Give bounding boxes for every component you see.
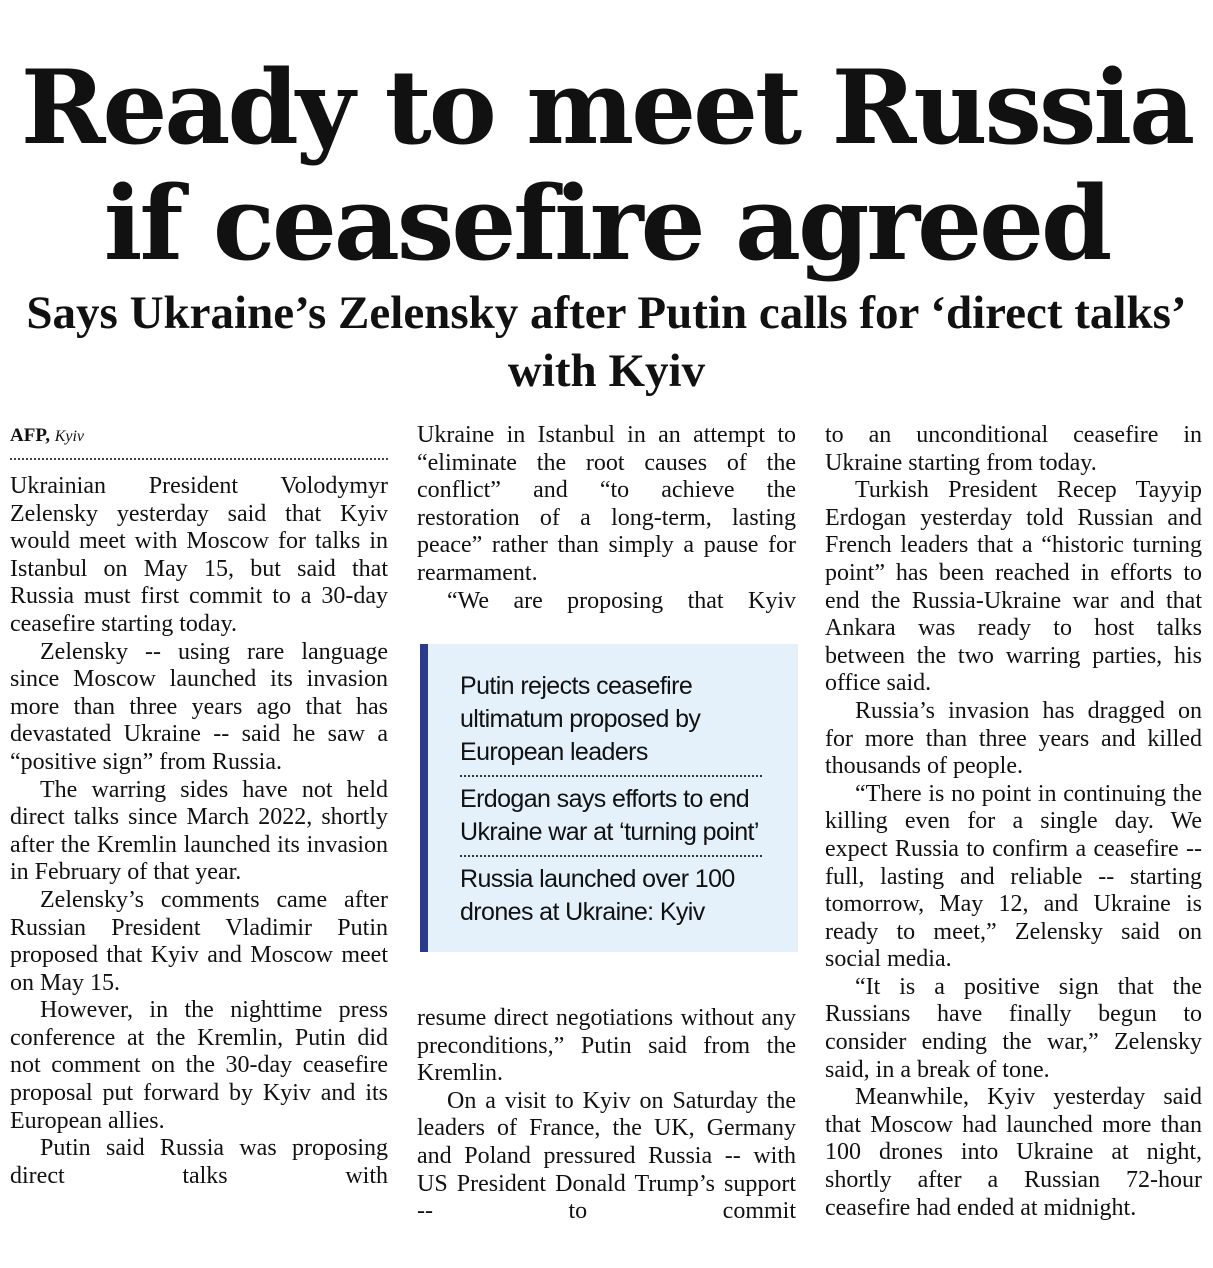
article-column-3 [825,422,1202,1222]
headline [0,50,1213,282]
paragraph: Ukraine in Istanbul in an attempt to “eliminate the root causes of the conflict” and “to achieve the restoration of a long-term, lasting peace” rather than simply a pause for rearmament. [417,422,796,586]
related-story-link[interactable]: Russia launched over 100 drones at Ukraine: Kyiv [460,865,735,926]
paragraph: “There is no point in continuing the killing even for a single day. We expect Russia to confirm a ceasefire -- full, lasting and reliable -- starting tomorrow, May 12, and Ukraine is ready to meet,” Zelensky said on social media. [825,780,1202,973]
paragraph: “It is a positive sign that the Russians have finally begun to consider ending the war,” Zelensky said, in a break of tone. [825,973,1202,1083]
paragraph: Zelensky -- using rare language since Moscow launched its invasion more than three years ago that has devastated Ukraine -- said he saw a “positive sign” from Russia. [10,638,388,775]
paragraph: Zelensky’s comments came after Russian President Vladimir Putin proposed that Kyiv and Moscow meet on May 15. [10,886,388,996]
byline-place: Kyiv [54,428,85,445]
paragraph: However, in the nighttime press conference at the Kremlin, Putin did not comment on the 30-day ceasefire proposal put forward by Kyiv and its European allies. [10,997,388,1134]
paragraph: Ukrainian President Volodymyr Zelensky yesterday said that Kyiv would meet with Moscow for talks in Istanbul on May 15, but said that Russia must first commit to a 30-day ceasefire starting today. [10,473,388,637]
paragraph: to an unconditional ceasefire in Ukraine starting from today. [825,422,1202,476]
subheadline: Says Ukraine’s Zelensky after Putin calls for ‘direct talks’ with Kyiv [26,287,1187,397]
paragraph: Putin said Russia was proposing direct talks with [10,1135,388,1189]
paragraph: Turkish President Recep Tayyip Erdogan yesterday told Russian and French leaders that a “historic turning point” has been reached in efforts to end the Russia-Ukraine war and that Ankara was ready to host talks between the two warring parties, his office said. [825,477,1202,697]
paragraph: Meanwhile, Kyiv yesterday said that Moscow had launched more than 100 drones into Ukraine at night, shortly after a Russian 72-hour ceasefire had ended at midnight. [825,1084,1202,1221]
paragraph: Russia’s invasion has dragged on for more than three years and killed thousands of people. [825,697,1202,780]
paragraph: The warring sides have not held direct talks since March 2022, shortly after the Kremlin launched its invasion in February of that year. [10,776,388,886]
paragraph: resume direct negotiations without any preconditions,” Putin said from the Kremlin. [417,1005,796,1087]
related-stories-box [420,644,798,952]
byline [10,425,388,460]
headline-line-1: Ready to meet Russia [20,48,1193,168]
article-column-2-top [417,422,796,615]
headline-line-2: if ceasefire agreed [103,164,1110,284]
paragraph: “We are proposing that Kyiv [447,587,796,614]
related-story-link[interactable]: Putin rejects ceasefire ultimatum proposed by European leaders [460,668,762,777]
article-column-1 [10,473,388,1190]
paragraph: On a visit to Kyiv on Saturday the leaders of France, the UK, Germany and Poland pressured Russia -- with US President Donald Trump’s support -- to commit [417,1087,796,1225]
byline-agency: AFP, [10,425,50,446]
article-column-2-bottom [417,1005,796,1226]
related-story-link[interactable]: Erdogan says efforts to end Ukraine war at ‘turning point’ [460,781,762,857]
